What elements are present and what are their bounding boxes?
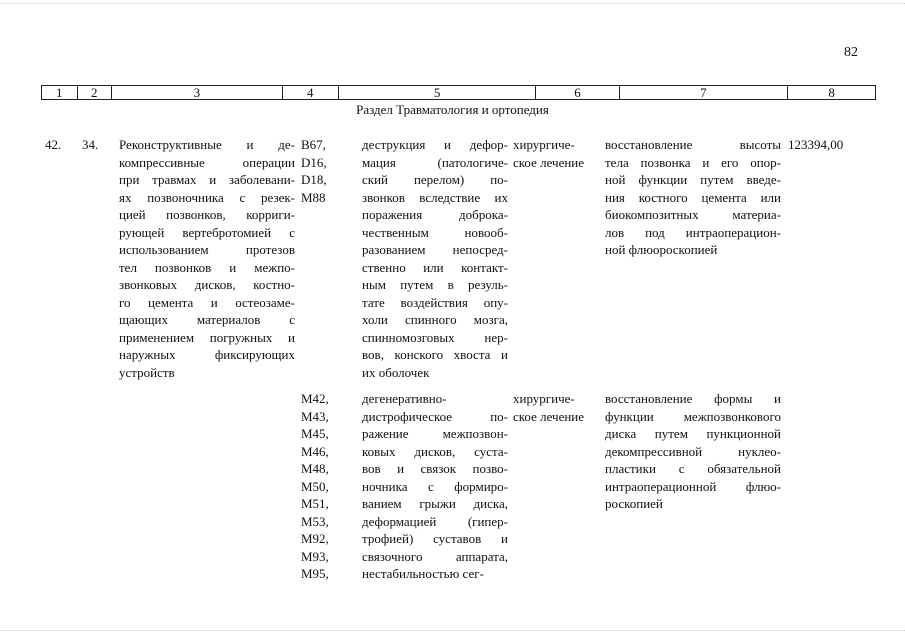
icd-code-line: M42, [301, 391, 329, 406]
method-line: восстановление высоты [605, 137, 781, 152]
icd-code-line: M46, [301, 443, 329, 459]
header-cell-6: 6 [536, 86, 619, 99]
method-line: ной флюороскопией [605, 242, 718, 257]
procedure-name-line: цией позвонков, корриги- [119, 207, 295, 222]
header-cell-2: 2 [78, 86, 113, 99]
header-cell-3: 3 [112, 86, 283, 99]
icd-code-line: M88 [301, 189, 326, 205]
procedure-name-line: го цемента и остеозаме- [119, 294, 295, 310]
method-line: диска путем пункционной [605, 426, 781, 441]
page-number: 82 [844, 45, 858, 60]
method-line: интраоперационной флюо- [605, 478, 781, 494]
diagnosis-line: их оболочек [362, 364, 430, 380]
icd-code-line: M92, [301, 531, 329, 546]
row-number: 42. [45, 137, 62, 152]
treatment-block-2 [513, 390, 601, 425]
procedure-name-line: тел позвонков и межпо- [119, 259, 295, 275]
price-value: 123394,00 [788, 137, 844, 152]
diagnosis-line: ным путем в резуль- [362, 277, 508, 292]
diagnosis-line: деструкция и дефор- [362, 137, 508, 152]
method-line: ной функции путем введе- [605, 172, 781, 187]
procedure-name-line: наружных фиксирующих [119, 347, 295, 362]
icd-code-line: M45, [301, 426, 329, 441]
procedure-name-line: использованием протезов [119, 242, 295, 257]
header-cell-8: 8 [828, 85, 835, 100]
diagnosis-line: нестабильностью сег- [362, 566, 484, 581]
icd-code-line: B67, [301, 137, 326, 152]
method-line: тела позвонка и его опор- [605, 154, 781, 170]
method-line: функции межпозвонкового [605, 408, 781, 424]
diagnosis-line: ский перелом) по- [362, 172, 508, 187]
procedure-name-line: устройств [119, 364, 175, 380]
diagnosis-block-2 [362, 390, 508, 583]
diagnosis-line: спинномозговых нер- [362, 329, 508, 345]
procedure-name-line: рующей вертебротомией с [119, 224, 295, 240]
diagnosis-line: ственно или контакт- [362, 259, 508, 275]
treatment-line: хирургиче- [513, 137, 575, 152]
method-line: пластики с обязательной [605, 461, 781, 476]
method-line: ния костного цемента или [605, 189, 781, 205]
diagnosis-line: ванием грыжи диска, [362, 496, 508, 511]
icd-code-line: M43, [301, 408, 329, 424]
diagnosis-line: ковых дисков, суста- [362, 443, 508, 459]
icd-code-line: M93, [301, 548, 329, 564]
icd-code-line: D18, [301, 172, 327, 187]
procedure-name-line: щающих материалов с [119, 312, 295, 327]
diagnosis-line: ночника с формиро- [362, 478, 508, 494]
procedure-name-line: компрессивные операции [119, 154, 295, 170]
procedure-name-line: ях позвоночника с резек- [119, 189, 295, 205]
diagnosis-line: разованием непосред- [362, 242, 508, 257]
icd-code-line: M48, [301, 461, 329, 476]
diagnosis-line: деформацией (гипер- [362, 513, 508, 529]
table-header-row [41, 85, 876, 100]
icd-code-line: M53, [301, 513, 329, 529]
header-cell-7: 7 [620, 86, 789, 99]
procedure-name-line: Реконструктивные и де- [119, 137, 295, 152]
treatment-line: ское лечение [513, 154, 585, 170]
icd-code-line: M50, [301, 478, 329, 494]
diagnosis-line: чественным новооб- [362, 224, 508, 240]
header-cell-5: 5 [339, 86, 537, 99]
icd-codes-block-2 [301, 390, 351, 583]
diagnosis-block-1 [362, 136, 508, 381]
scan-noise-bottom [0, 630, 905, 635]
diagnosis-line: ражение межпозвон- [362, 426, 508, 441]
diagnosis-line: связочного аппарата, [362, 548, 508, 564]
diagnosis-line: тате воздействия опу- [362, 294, 508, 310]
icd-code-line: M95, [301, 566, 329, 581]
icd-code-line: M51, [301, 496, 329, 511]
icd-codes-block-1 [301, 136, 351, 206]
treatment-block-1 [513, 136, 601, 171]
treatment-line: ское лечение [513, 408, 585, 424]
diagnosis-line: трофией) суставов и [362, 531, 508, 546]
header-cell-4: 4 [283, 86, 339, 99]
header-cell-1: 1 [42, 86, 78, 99]
diagnosis-line: вов и связок позво- [362, 461, 508, 476]
method-line: биокомпозитных материа- [605, 207, 781, 222]
diagnosis-line: вов, конского хвоста и [362, 347, 508, 362]
procedure-name-line: при травмах и заболевани- [119, 172, 295, 187]
method-line: лов под интраоперацион- [605, 224, 781, 240]
method-line: восстановление формы и [605, 391, 781, 406]
diagnosis-line: дегенеративно- [362, 391, 447, 406]
section-title: Раздел Травматология и ортопедия [356, 102, 549, 117]
diagnosis-line: мация (патологиче- [362, 154, 508, 170]
group-number: 34. [82, 137, 99, 152]
procedure-name-line: звонковых дисков, костно- [119, 277, 295, 292]
diagnosis-line: звонков вследствие их [362, 189, 508, 205]
icd-code-line: D16, [301, 154, 327, 170]
diagnosis-line: поражения доброка- [362, 207, 508, 222]
method-line: роскопией [605, 496, 663, 511]
procedure-name-line: применением погружных и [119, 329, 295, 345]
scan-noise-top [0, 3, 905, 8]
procedure-name [119, 136, 295, 381]
diagnosis-line: холи спинного мозга, [362, 312, 508, 327]
method-line: декомпрессивной нуклео- [605, 443, 781, 459]
method-block-1 [605, 136, 781, 259]
method-block-2 [605, 390, 781, 513]
diagnosis-line: дистрофическое по- [362, 408, 508, 424]
treatment-line: хирургиче- [513, 391, 575, 406]
